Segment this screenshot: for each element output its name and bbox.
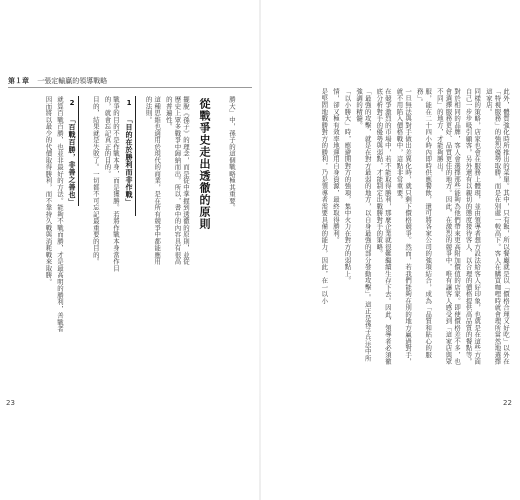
right-paragraph: 「最強的攻擊，就是在對方最弱的地方，以自身最強的部分發動攻擊」。這正是孫子兵法中所強調的精髓。	[355, 88, 372, 362]
subsection-1-body	[92, 96, 120, 276]
subsection-2-heading	[67, 98, 77, 207]
running-head	[8, 76, 107, 86]
right-paragraph: 「以小勝大」時，應避開對方的強項，集中火力在對方的弱點上。	[343, 88, 352, 284]
page-number-right: 22	[503, 399, 512, 407]
right-paragraph: 是堅固地戰勝對方的勝利，乃是領導者需要具備的能力，因此，在一以小	[320, 88, 329, 304]
section-body	[144, 96, 190, 266]
section-paragraph: 這種思維也適用於現代的商業，是在所有競爭中都能應用的法則。	[144, 96, 162, 265]
subsection-1-paragraph: 目的，結果就是失敗了。一切都不可忘記最重要的目的。	[91, 96, 100, 265]
right-paragraph: 情，卻又極有效率地運用自身資源，最終取得勝利。	[331, 88, 340, 244]
subsection-1-heading	[124, 98, 134, 207]
right-paragraph: 同樣的策略，店家也會在服務上體現，並由領導者想方設法給客人好印象，也就是在這些方面自己一步步吸引顧客。另外還有以親切的態度接待客人、以合理的價格提供高品質的餐點等。	[464, 88, 482, 365]
subsection-1-number: 1	[125, 99, 133, 108]
subsection-2-paragraph: 因而將以最少的代價取得勝利，而不靠持久戰與消耗戰來取勝。	[44, 96, 53, 285]
running-head-title: 一張定輸贏的領導戰略	[37, 77, 108, 85]
running-head-rule	[8, 87, 252, 88]
section-heading: 從戰爭史走出透徹的原則	[198, 98, 211, 230]
right-paragraph: 一旦無法與對手做出差異化時，就只剩下價格競爭。然而，若我們能夠在別的地方贏過對手，就不用陷入價格戰中，這點非常重要。	[395, 88, 413, 365]
page-gutter	[259, 0, 261, 500]
subsection-2-body	[38, 96, 64, 346]
left-intro	[226, 96, 236, 256]
subsection-1-title: 「目的在於勝利而非作戰」	[125, 116, 133, 206]
right-paragraph: 在競爭激烈的市場中，若不能取得勝利，那麼企業就很難繼續生存下去。因此，領導者必須徹底分析對手的優勢與弱點，才能制定出戰勝對手的策略。	[375, 88, 392, 365]
subsection-2-paragraph: 就算百戰百勝，也並非最好的方法。能夠不戰而勝，才是最高明的勝利，善戰者	[56, 96, 64, 333]
subsection-2-number: 2	[68, 99, 76, 108]
right-page-body	[300, 88, 510, 368]
subsection-1-paragraph: 戰爭的目的不是作戰本身，而是獲勝。若將作戰本身當作目的，就會忘記真正的目的。	[103, 96, 120, 272]
page-number-left: 23	[6, 399, 15, 407]
subsection-2-rule	[78, 96, 79, 206]
section-paragraph: 擺脫《孫子》的理念，而是從中掌握到透徹的原則，並從歷史上眾多戰爭中歸納而出。所以，書中的內容具有很高的普遍性。	[164, 96, 190, 265]
subsection-1-rule	[135, 96, 136, 216]
right-paragraph: 此外，體質強化時所推出的菜單。其中，只有飯，所以餐廳就是以「價格合理又好吃」以外在「特視服務」的強烈優勢取勝，而是在別處一較高下。客人在購買咖哩時就會理所當然地選擇這家店。	[484, 88, 510, 365]
running-head-chapter: 第１章	[8, 77, 29, 85]
left-intro-text: 勝大」中，孫子的這個戰略極其重要。	[228, 96, 236, 211]
right-paragraph: 對於相同的品牌，客人會選擇那些能夠為他們帶來更高附加價值的店家。即使價格差不多，也會選擇服務更好、品質更佳的地方。因此，在激烈的競爭中，唯有讓客人感受到「這家店與眾不同」的地方，才能夠勝出。	[435, 88, 462, 365]
subsection-2-title: 「百戰百勝，非善之善也」	[68, 116, 76, 206]
right-paragraph: 服，能在二十四小時內即時供應餐飲，還可將各家公司的強項結合，成為「品質和貼心的服務」。	[415, 88, 433, 358]
